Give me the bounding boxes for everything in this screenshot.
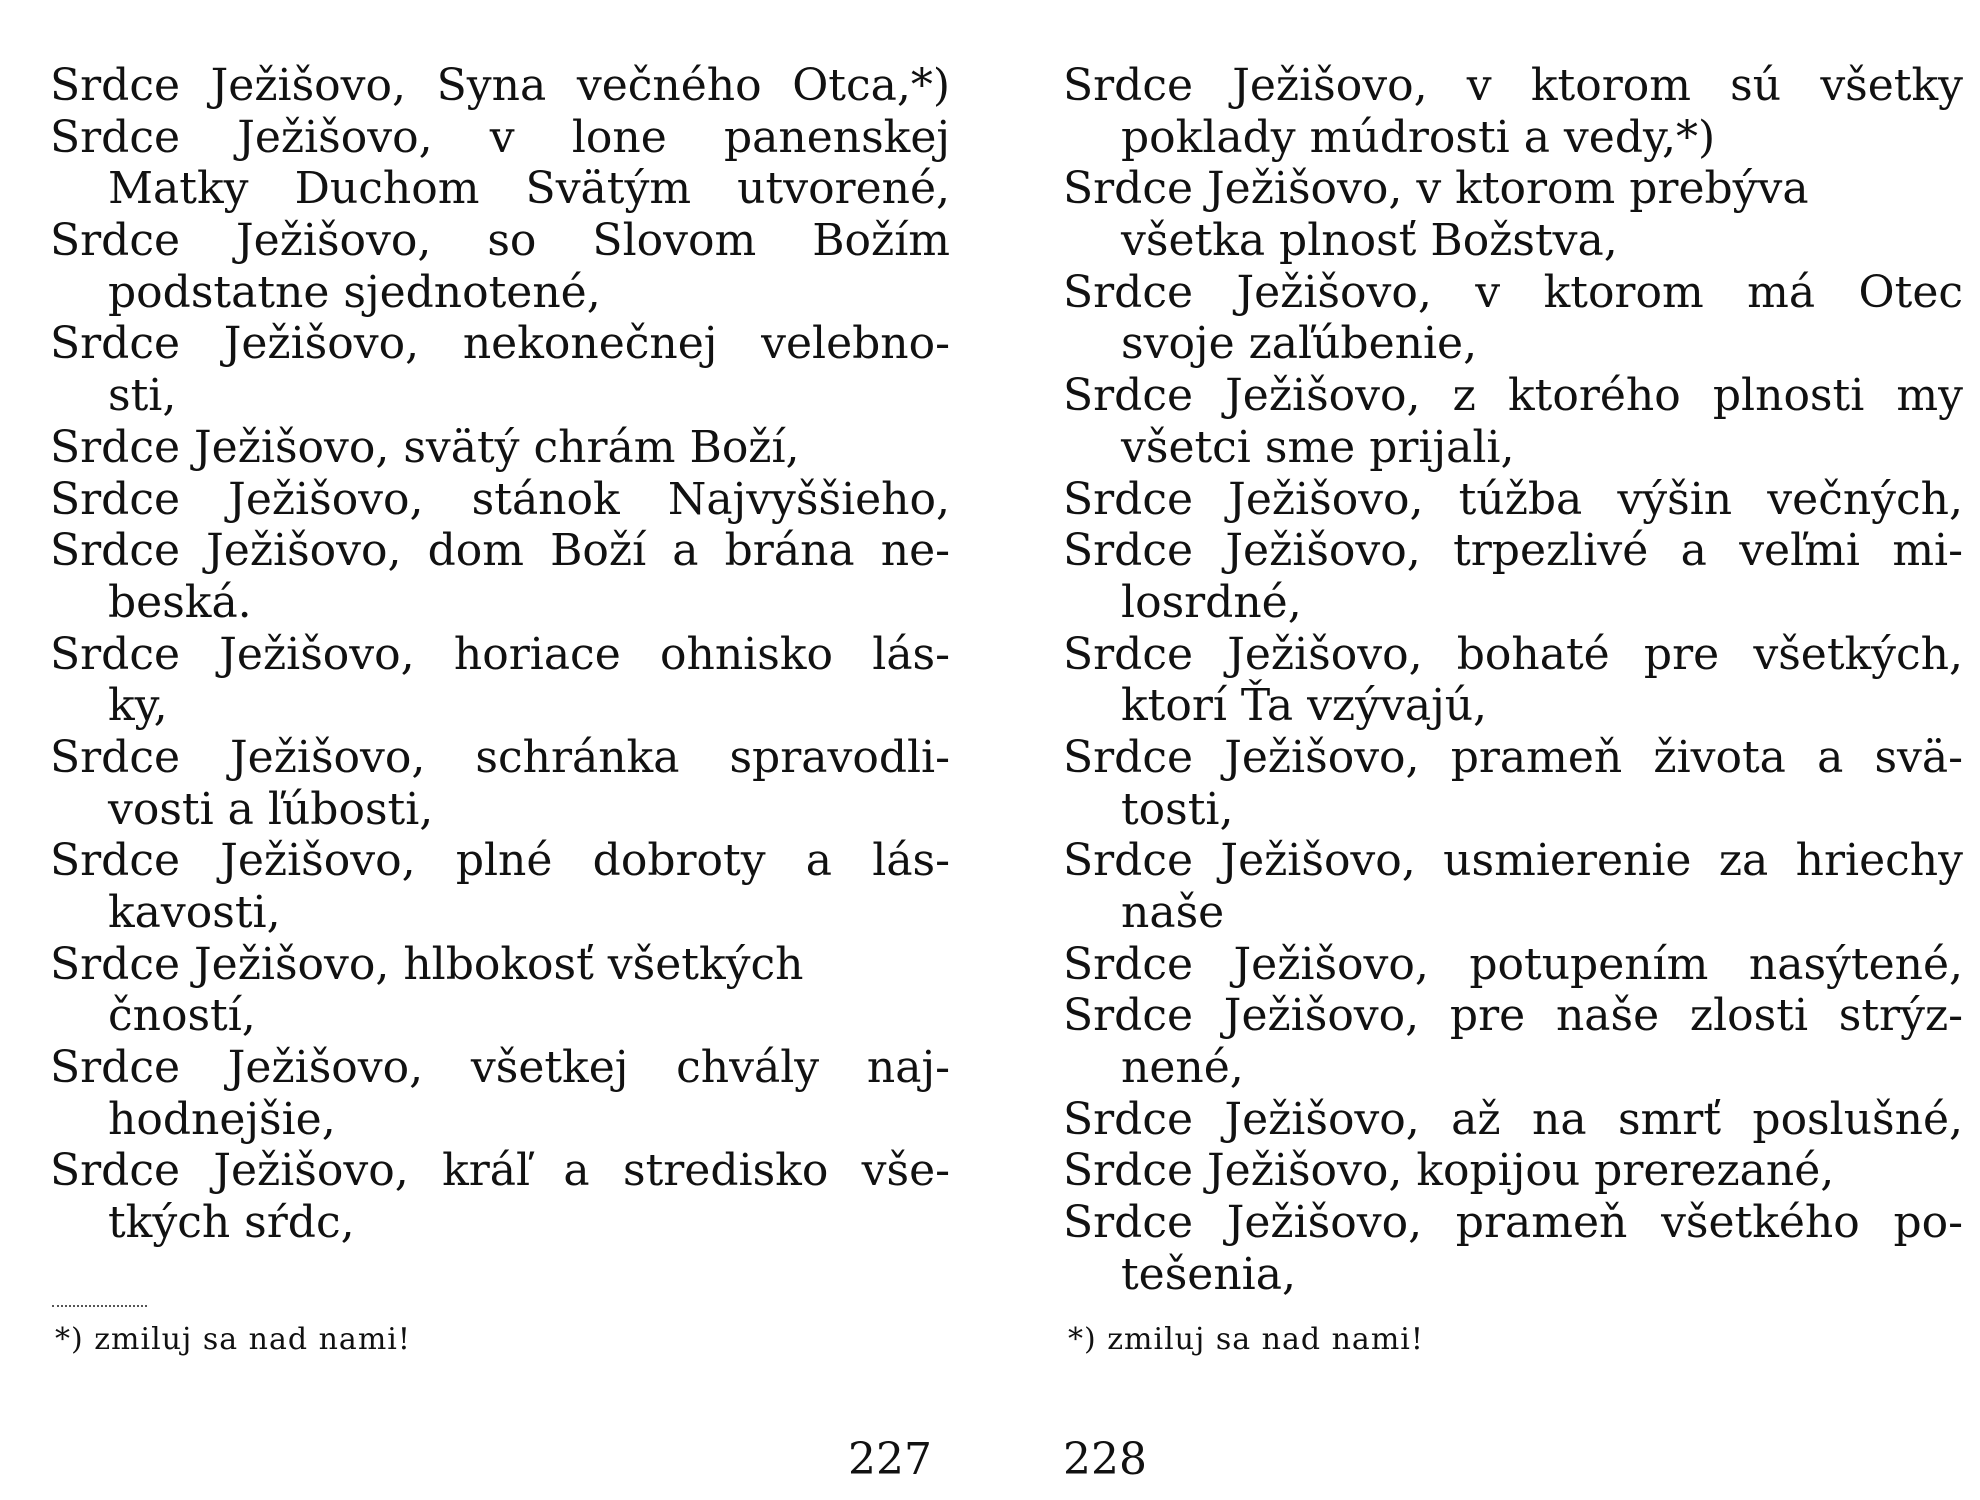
litany-line: tkých sŕdc,: [108, 1197, 355, 1249]
litany-line: Srdce Ježišovo, kráľ a stredisko vše-: [50, 1145, 950, 1197]
litany-line: tosti,: [1121, 783, 1234, 835]
litany-line: Srdce Ježišovo, nekonečnej velebno-: [50, 318, 950, 370]
litany-line: naše: [1121, 887, 1225, 938]
litany-line: Srdce Ježišovo, plné dobroty a lás-: [50, 835, 950, 887]
litany-line: Srdce Ježišovo, potupením nasýtené,: [1063, 938, 1963, 990]
litany-line: všetka plnosť Božstva,: [1121, 215, 1618, 267]
litany-line: Srdce Ježišovo, svätý chrám Boží,: [50, 421, 800, 473]
page-number: 227: [848, 1434, 932, 1485]
litany-line: tešenia,: [1121, 1248, 1296, 1300]
litany-line: Srdce Ježišovo, všetkej chvály naj-: [50, 1042, 950, 1094]
litany-line: Srdce Ježišovo, dom Boží a brána ne-: [50, 525, 950, 577]
litany-line: svoje zaľúbenie,: [1121, 318, 1478, 370]
litany-line: vosti a ľúbosti,: [108, 783, 434, 835]
litany-line: všetci sme prijali,: [1121, 421, 1515, 473]
litany-line: čností,: [108, 990, 256, 1042]
litany-line: podstatne sjednotené,: [108, 266, 601, 318]
litany-line: Srdce Ježišovo, prameň všetkého po-: [1063, 1197, 1963, 1249]
litany-line: Srdce Ježišovo, usmierenie za hriechy: [1063, 835, 1963, 887]
litany-line: poklady múdrosti a vedy,*): [1121, 111, 1716, 163]
right-page: [1063, 60, 1963, 1301]
litany-line: Srdce Ježišovo, v ktorom prebýva: [1063, 163, 1809, 215]
litany-line: ky,: [108, 680, 168, 732]
litany-line: Srdce Ježišovo, v lone panenskej: [50, 111, 950, 163]
litany-line: Srdce Ježišovo, pre naše zlosti strýz-: [1063, 990, 1963, 1042]
footnote-rule: [52, 1305, 147, 1307]
litany-line: Srdce Ježišovo, bohaté pre všetkých,: [1063, 628, 1963, 680]
litany-line: Srdce Ježišovo, schránka spravodli-: [50, 731, 950, 783]
litany-line: Srdce Ježišovo, v ktorom sú všetky: [1063, 60, 1963, 111]
litany-line: Srdce Ježišovo, hlbokosť všetkých: [50, 938, 804, 990]
litany-line: Srdce Ježišovo, až na smrť poslušné,: [1063, 1093, 1963, 1145]
litany-line: Srdce Ježišovo, horiace ohnisko lás-: [50, 628, 950, 680]
footnote: *) zmiluj sa nad nami!: [1068, 1322, 1424, 1357]
litany-line: nené,: [1121, 1042, 1244, 1094]
left-page: [50, 60, 950, 1249]
litany-line: Srdce Ježišovo, kopijou prerezané,: [1063, 1145, 1835, 1197]
litany-line: Srdce Ježišovo, v ktorom má Otec: [1063, 266, 1963, 318]
litany-line: Srdce Ježišovo, z ktorého plnosti my: [1063, 370, 1963, 422]
litany-line: Srdce Ježišovo, so Slovom Božím: [50, 215, 950, 267]
litany-line: Srdce Ježišovo, Syna večného Otca,*): [50, 60, 950, 111]
litany-line: sti,: [108, 370, 177, 422]
litany-line: kavosti,: [108, 887, 281, 938]
litany-line: Srdce Ježišovo, túžba výšin večných,: [1063, 473, 1963, 525]
litany-line: Srdce Ježišovo, stánok Najvyššieho,: [50, 473, 950, 525]
litany-line: Srdce Ježišovo, prameň života a svä-: [1063, 731, 1963, 783]
litany-line: hodnejšie,: [108, 1093, 336, 1145]
page-number: 228: [1063, 1434, 1147, 1485]
footnote: *) zmiluj sa nad nami!: [55, 1322, 411, 1357]
litany-line: losrdné,: [1121, 576, 1302, 628]
litany-line: ktorí Ťa vzývajú,: [1121, 680, 1488, 732]
litany-line: beská.: [108, 576, 252, 628]
litany-line: Matky Duchom Svätým utvorené,: [108, 163, 950, 215]
litany-line: Srdce Ježišovo, trpezlivé a veľmi mi-: [1063, 525, 1963, 577]
